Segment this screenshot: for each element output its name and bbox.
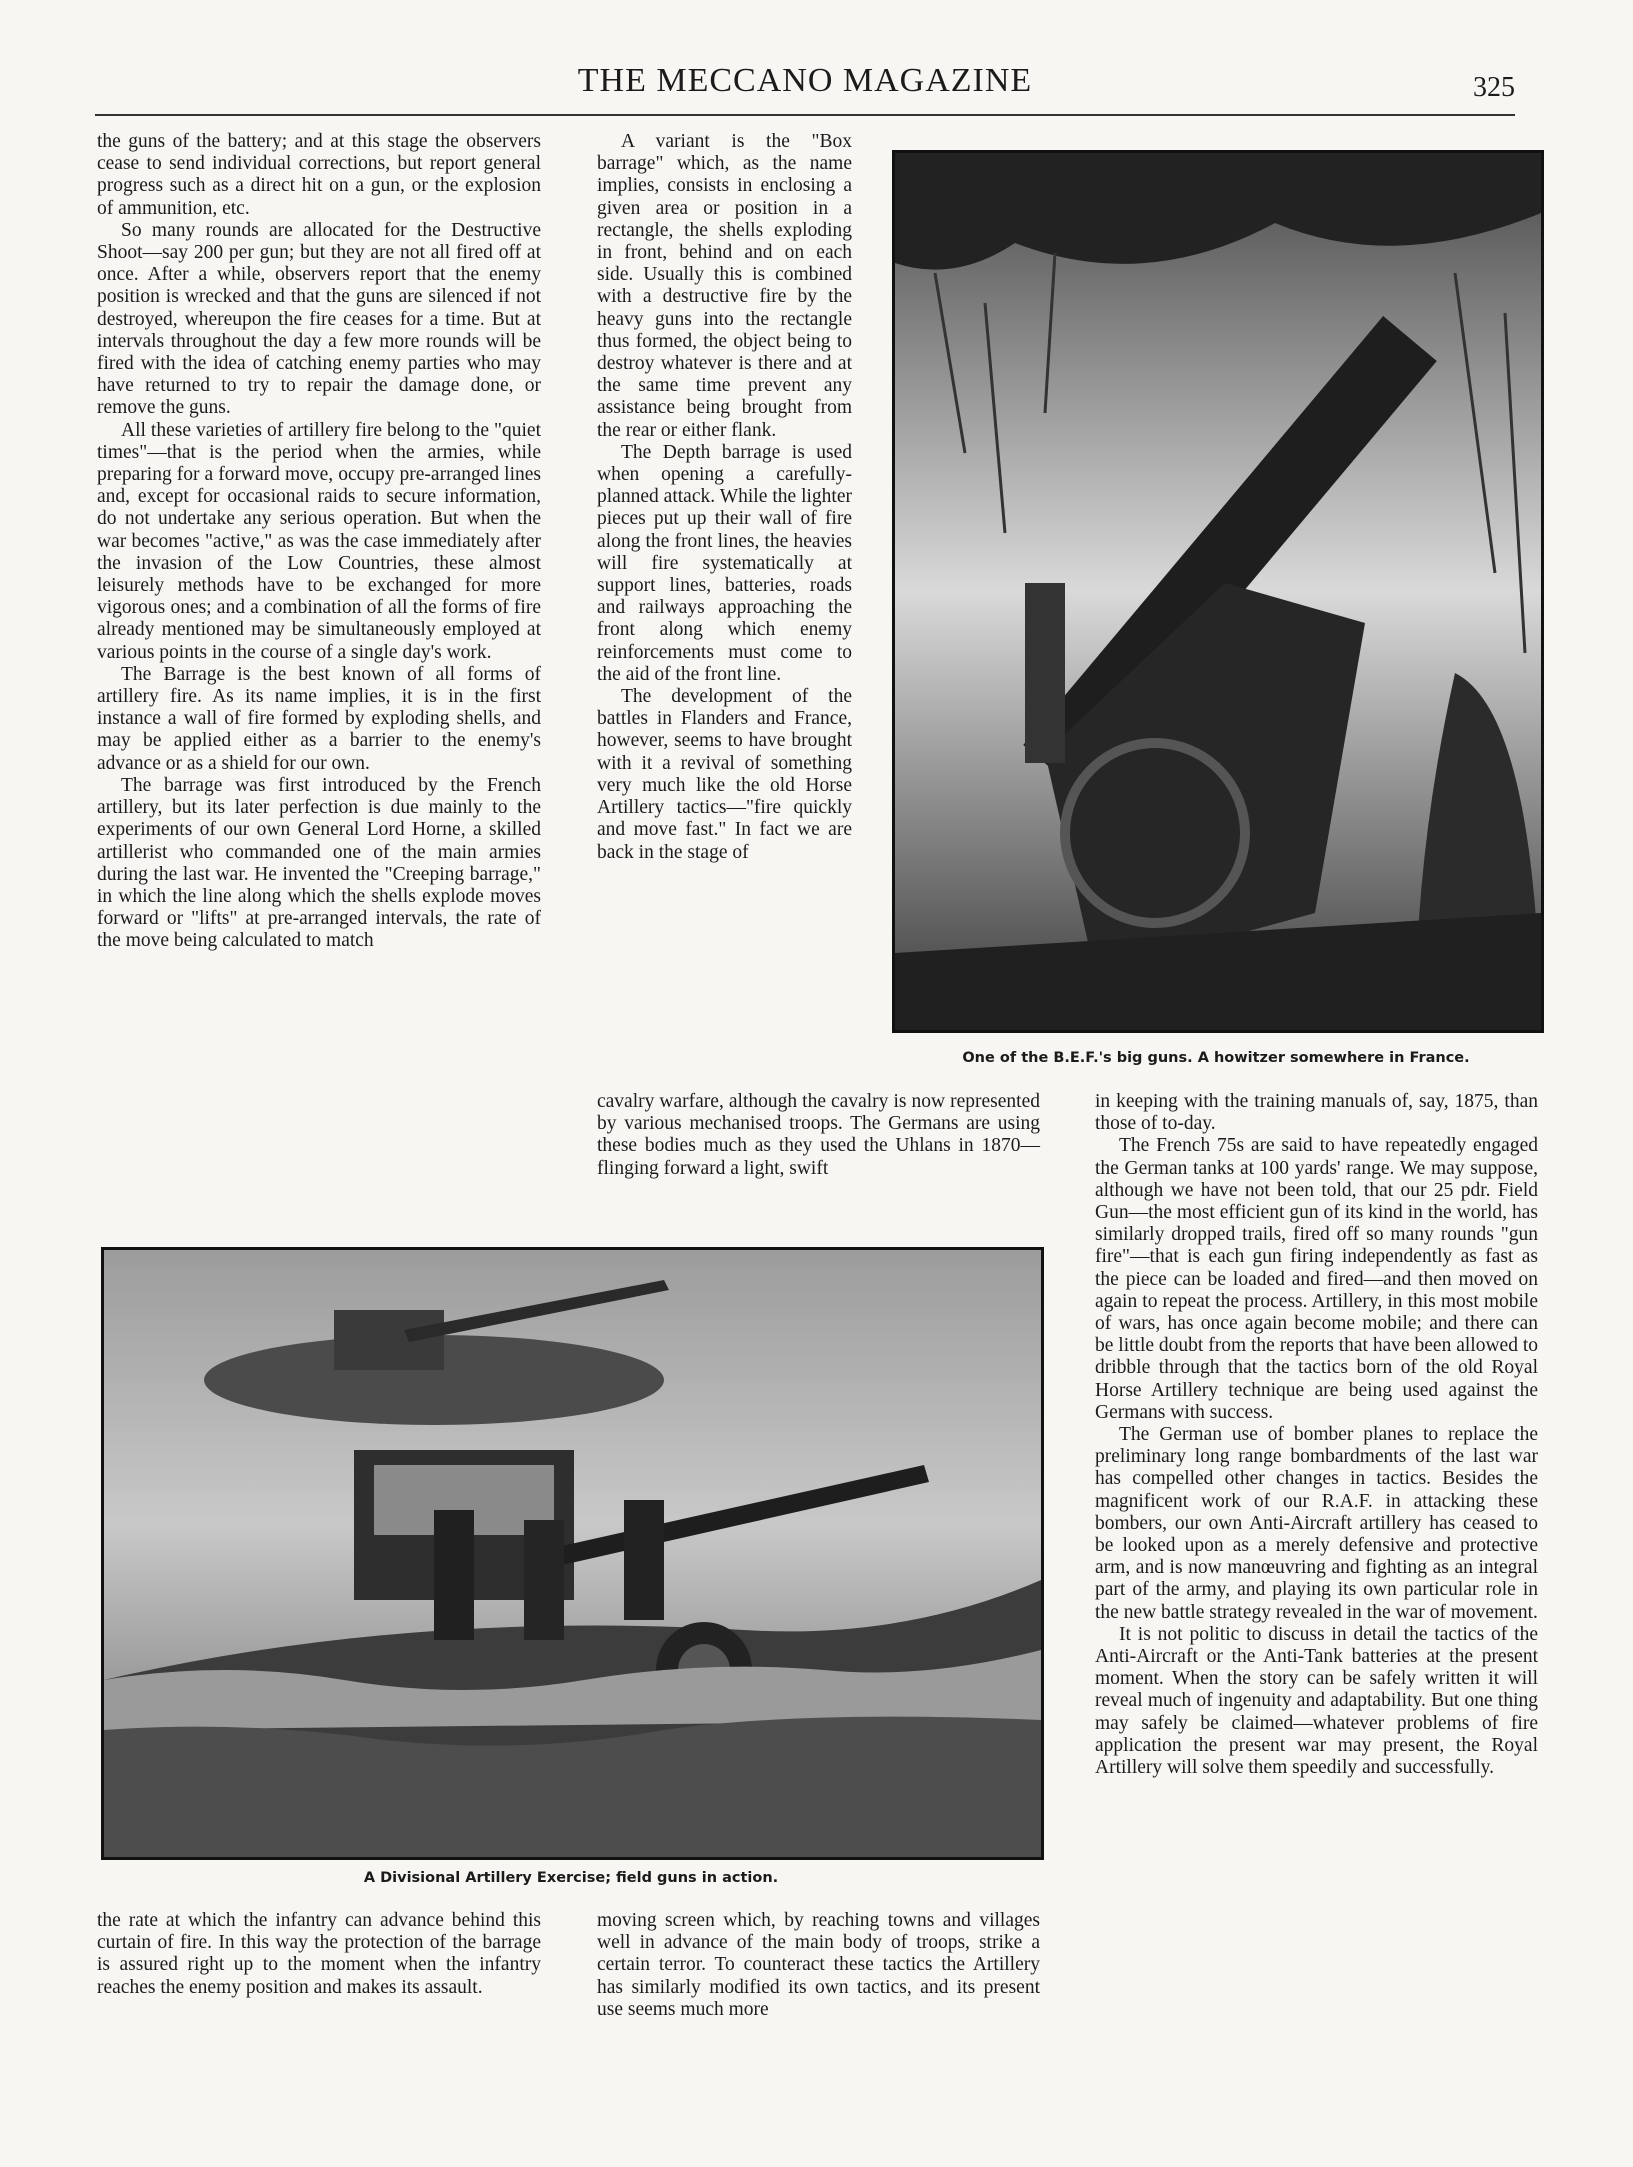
paragraph: in keeping with the training manuals of, say, 1875, than those of to-day.: [1095, 1091, 1538, 1135]
howitzer-caption: One of the B.E.F.'s big guns. A howitzer somewhere in France.: [962, 1050, 1470, 1066]
column-3: [1095, 1091, 1538, 1779]
paragraph: The development of the battles in Flanders and France, however, seems to have brought with it a revival of something very much like the old Horse Artillery tactics—"fire quickly and move fast." In fact we are back in the stage of: [597, 686, 852, 863]
paragraph: The German use of bomber planes to replace the preliminary long range bombardments of the last war has compelled other changes in tactics. Besides the magnificent work of our R.A.F. in attacking these bombers, our own Anti-Aircraft artillery has ceased to be looked upon as a merely defensive and protective arm, and is now manœuvring and fighting as an integral part of the army, and playing its own particular role in the new battle strategy revealed in the war of movement.: [1095, 1424, 1538, 1623]
paragraph: So many rounds are allocated for the Destructive Shoot—say 200 per gun; but they are not all fired off at once. After a while, observers report that the enemy position is wrecked and that the guns are silenced if not destroyed, whereupon the fire ceases for a time. But at intervals throughout the day a few more rounds will be fired with the idea of catching enemy parties who may have returned to try to repair the damage done, or remove the guns.: [97, 219, 541, 419]
column-2-middle: [597, 1091, 1040, 1180]
header-rule: [95, 114, 1515, 116]
field-guns-image: [104, 1250, 1041, 1857]
paragraph: All these varieties of artillery fire belong to the "quiet times"—that is the period when the armies, while preparing for a forward move, occupy pre-arranged lines and, except for occasional raids to secure information, do not undertake any serious operation. But when the war becomes "active," as was the case immediately after the invasion of the Low Countries, these almost leisurely methods have to be exchanged for more vigorous ones; and a combination of all the forms of fire already mentioned may be simultaneously employed at various points in the course of a single day's work.: [97, 419, 541, 663]
paragraph: the rate at which the infantry can advance behind this curtain of fire. In this way the protection of the barrage is assured right up to the moment when the infantry reaches the enemy position and makes its assault.: [97, 1910, 541, 1998]
field-guns-photo: [101, 1247, 1044, 1860]
paragraph: A variant is the "Box barrage" which, as the name implies, consists in enclosing a given area or position in a rectangle, the shells exploding in front, behind and on each side. Usually this is combined with a destructive fire by the heavy guns into the rectangle thus formed, the object being to destroy whatever is there and at the same time prevent any assistance being brought from the rear or either flank.: [597, 131, 852, 441]
paragraph: The Depth barrage is used when opening a carefully-planned attack. While the lighter pieces put up their wall of fire along the front lines, the heavies will fire systematically at support lines, batteries, roads and railways approaching the front along which enemy reinforcements must come to the aid of the front line.: [597, 441, 852, 685]
paragraph: cavalry warfare, although the cavalry is now represented by various mechanised troops. The Germans are using these bodies much as they used the Uhlans in 1870—flinging forward a light, swift: [597, 1091, 1040, 1179]
paragraph: the guns of the battery; and at this stage the observers cease to send individual corrections, but report general progress such as a direct hit on a gun, or the explosion of ammunition, etc.: [97, 131, 541, 219]
field-guns-caption: A Divisional Artillery Exercise; field guns in action.: [363, 1870, 779, 1886]
paragraph: It is not politic to discuss in detail the tactics of the Anti-Aircraft or the Anti-Tank batteries at the present moment. When the story can be safely written it will reveal much of ingenuity and adaptability. But one thing may safely be claimed—whatever problems of fire application the present war may present, the Royal Artillery will solve them speedily and successfully.: [1095, 1623, 1538, 1779]
column-1-top: [97, 131, 541, 953]
paragraph: The French 75s are said to have repeatedly engaged the German tanks at 100 yards' range. We may suppose, although we have not been told, that our 25 pdr. Field Gun—the most efficient gun of its kind in the world, has similarly dropped trails, fired off so many rounds "gun fire"—that is each gun firing independently as fast as the piece can be loaded and fired—and then moved on again to repeat the process. Artillery, in this most mobile of wars, has once again become mobile; and there can be little doubt from the reports that have been allowed to dribble through that the tactics born of the old Royal Horse Artillery technique are being used against the Germans with success.: [1095, 1135, 1538, 1423]
paragraph: moving screen which, by reaching towns and villages well in advance of the main body of troops, strike a certain terror. To counteract these tactics the Artillery has similarly modified its own tactics, and its present use seems much more: [597, 1910, 1040, 2020]
howitzer-image: [895, 153, 1541, 1030]
page-number: 325: [1473, 72, 1515, 103]
masthead-title: THE MECCANO MAGAZINE: [577, 62, 1033, 99]
paragraph: The Barrage is the best known of all forms of artillery fire. As its name implies, it is in the first instance a wall of fire formed by exploding shells, and may be applied either as a barrier to the enemy's advance or as a shield for our own.: [97, 663, 541, 774]
column-1-bottom: [97, 1910, 541, 1999]
column-2-bottom: [597, 1910, 1040, 2021]
howitzer-photo: [892, 150, 1544, 1033]
column-2-top: [597, 131, 852, 864]
page-header: [95, 62, 1515, 114]
paragraph: The barrage was first introduced by the French artillery, but its later perfection is due mainly to the experiments of our own General Lord Horne, a skilled artillerist who commanded one of the main armies during the last war. He invented the "Creeping barrage," in which the line along which the shells explode moves forward or "lifts" at pre-arranged intervals, the rate of the move being calculated to match: [97, 774, 541, 952]
